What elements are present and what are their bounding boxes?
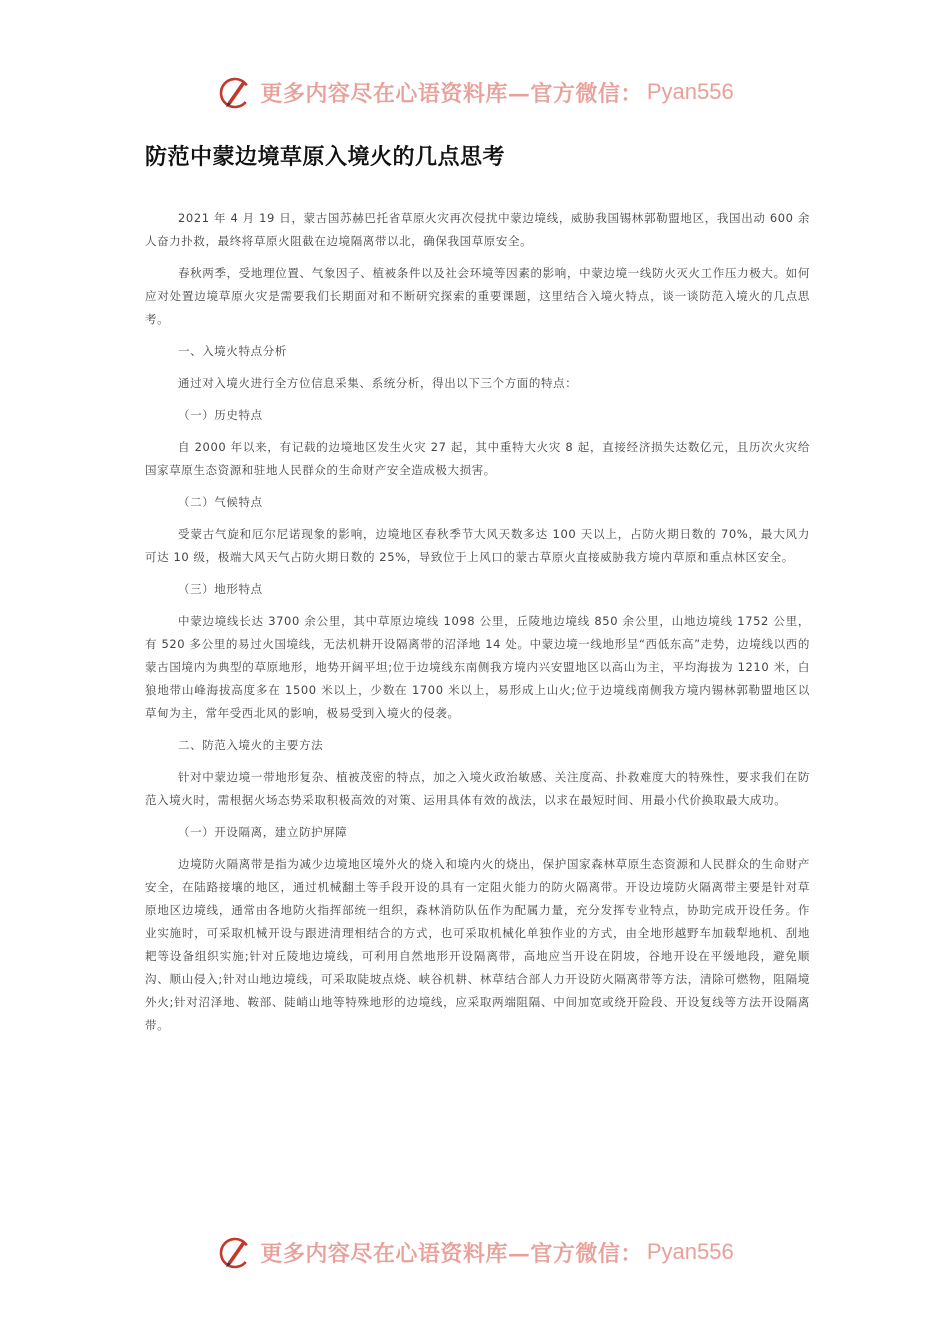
document-body (145, 207, 810, 1046)
paragraph: 中蒙边境线长达 3700 余公里，其中草原边境线 1098 公里，丘陵地边境线 850 余公里，山地边境线 1752 公里，有 520 多公里的易过火国境线，无法机耕开设隔离带的沼泽地 14 处。中蒙边境一线地形呈“西低东高”走势，边境线以西的蒙古国境内为典型的草原地形，地势开阔平坦;位于边境线东南侧我方境内兴安盟地区以高山为主，平均海拔为 1210 米，白狼地带山峰海拔高度多在 1500 米以上，少数在 1700 米以上，易形成上山火;位于边境线南侧我方境内锡林郭勒盟地区以草甸为主，常年受西北风的影响，极易受到入境火的侵袭。 (145, 614, 810, 720)
subsection-heading: （一）历史特点 (178, 408, 263, 422)
banner-text: 更多内容尽在心语资料库—官方微信： (260, 80, 643, 107)
wechat-id: Pyan556 (646, 79, 734, 104)
paragraph: 受蒙古气旋和厄尔尼诺现象的影响，边境地区春秋季节大风天数多达 100 天以上，占防火期日数的 70%，最大风力可达 10 级，极端大风天气占防火期日数的 25%，导致位于上风口的蒙古草原火直接威胁我方境内草原和重点林区安全。 (145, 527, 810, 564)
section-heading: 一、入境火特点分析 (178, 344, 287, 358)
document-title: 防范中蒙边境草原入境火的几点思考 (145, 145, 506, 170)
wechat-id: Pyan556 (646, 1239, 734, 1264)
paragraph: 春秋两季，受地理位置、气象因子、植被条件以及社会环境等因素的影响，中蒙边境一线防火灭火工作压力极大。如何应对处置边境草原火灾是需要我们长期面对和不断研究探索的重要课题，这里结合入境火特点，谈一谈防范入境火的几点思考。 (145, 266, 810, 326)
paragraph: 针对中蒙边境一带地形复杂、植被茂密的特点，加之入境火政治敏感、关注度高、扑救难度大的特殊性，要求我们在防范入境火时，需根据火场态势采取积极高效的对策、运用具体有效的战法，以求在最短时间、用最小代价换取最大成功。 (145, 770, 810, 807)
paragraph: 2021 年 4 月 19 日，蒙古国苏赫巴托省草原火灾再次侵扰中蒙边境线，威胁我国锡林郭勒盟地区，我国出动 600 余人奋力扑救，最终将草原火阻截在边境隔离带以北，确保我国草原安全。 (145, 211, 810, 248)
footer-banner (0, 1228, 950, 1276)
banner-text: 更多内容尽在心语资料库—官方微信： (260, 1240, 643, 1267)
subsection-heading: （三）地形特点 (178, 582, 263, 596)
pen-logo-icon (216, 1232, 256, 1272)
pen-logo-icon (216, 72, 256, 112)
header-banner (0, 68, 950, 116)
subsection-heading: （一）开设隔离，建立防护屏障 (178, 825, 348, 839)
paragraph: 自 2000 年以来，有记载的边境地区发生火灾 27 起，其中重特大火灾 8 起，直接经济损失达数亿元，且历次火灾给国家草原生态资源和驻地人民群众的生命财产安全造成极大损害。 (145, 440, 810, 477)
subsection-heading: （二）气候特点 (178, 495, 263, 509)
section-heading: 二、防范入境火的主要方法 (178, 738, 324, 752)
paragraph: 边境防火隔离带是指为减少边境地区境外火的烧入和境内火的烧出，保护国家森林草原生态资源和人民群众的生命财产安全，在陆路接壤的地区，通过机械翻土等手段开设的具有一定阻火能力的防火隔离带。开设边境防火隔离带主要是针对草原地区边境线，通常由各地防火指挥部统一组织，森林消防队伍作为配属力量，充分发挥专业特点，协助完成开设任务。作业实施时，可采取机械开设与跟进清理相结合的方式，也可采取机械化单独作业的方式，由全地形越野车加载犁地机、刮地耙等设备组织实施;针对丘陵地边境线，可利用自然地形开设隔离带，高地应当开设在阴坡，谷地开设在平缓地段，避免顺沟、顺山侵入;针对山地边境线，可采取陡坡点烧、峡谷机耕、林草结合部人力开设防火隔离带等方法，清除可燃物，阻隔境外火;针对沼泽地、鞍部、陡峭山地等特殊地形的边境线，应采取两端阻隔、中间加宽或绕开险段、开设复线等方法开设隔离带。 (145, 857, 810, 1032)
paragraph: 通过对入境火进行全方位信息采集、系统分析，得出以下三个方面的特点： (178, 376, 578, 390)
